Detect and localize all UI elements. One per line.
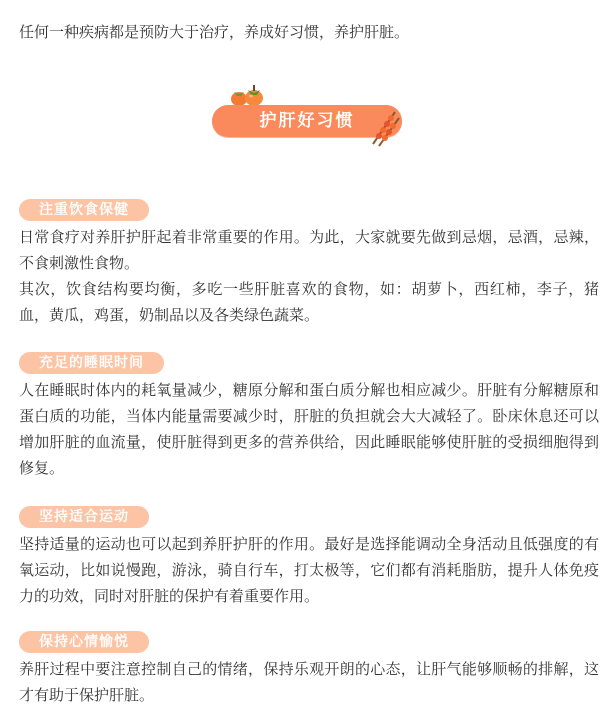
- section-paragraph: 日常食疗对养肝护肝起着非常重要的作用。为此，大家就要先做到忌烟，忌酒，忌辣，不食刺激性食物。: [19, 228, 599, 272]
- section-banner: [209, 82, 409, 154]
- section-heading: 充足的睡眠时间: [19, 352, 164, 374]
- section-heading: 坚持适合运动: [19, 506, 149, 528]
- section-exercise: [19, 506, 599, 609]
- section-paragraph: 养肝过程中要注意控制自己的情绪，保持乐观开朗的心态，让肝气能够顺畅的排解，这才有助于保护肝脏。: [19, 660, 599, 704]
- banner-title: 护肝好习惯: [259, 111, 355, 131]
- section-paragraph: 人在睡眠时体内的耗氧量减少，糖原分解和蛋白质分解也相应减少。肝脏有分解糖原和蛋白质的功能，当体内能量需要减少时，肝脏的负担就会大大减轻了。卧床休息还可以增加肝脏的血流量，使肝脏得到更多的营养供给，因此睡眠能够使肝脏的受损细胞得到修复。: [19, 381, 599, 477]
- section-heading: 保持心情愉悦: [19, 631, 149, 653]
- section-heading: 注重饮食保健: [19, 199, 149, 221]
- section-mood: [19, 631, 599, 708]
- intro-text: 任何一种疾病都是预防大于治疗，养成好习惯，养护肝脏。: [19, 23, 410, 41]
- sticks-icon: [369, 108, 403, 148]
- section-paragraph: 坚持适量的运动也可以起到养肝护肝的作用。最好是选择能调动全身活动且低强度的有氧运动，比如说慢跑，游泳，骑自行车，打太极等，它们都有消耗脂肪，提升人体免疫力的功效，同时对肝脏的保护有着重要作用。: [19, 535, 599, 605]
- section-diet: [19, 199, 599, 328]
- section-paragraph: 其次，饮食结构要均衡，多吃一些肝脏喜欢的食物，如：胡萝卜，西红柿，李子，猪血，黄瓜，鸡蛋，奶制品以及各类绿色蔬菜。: [19, 280, 599, 324]
- section-sleep: [19, 352, 599, 481]
